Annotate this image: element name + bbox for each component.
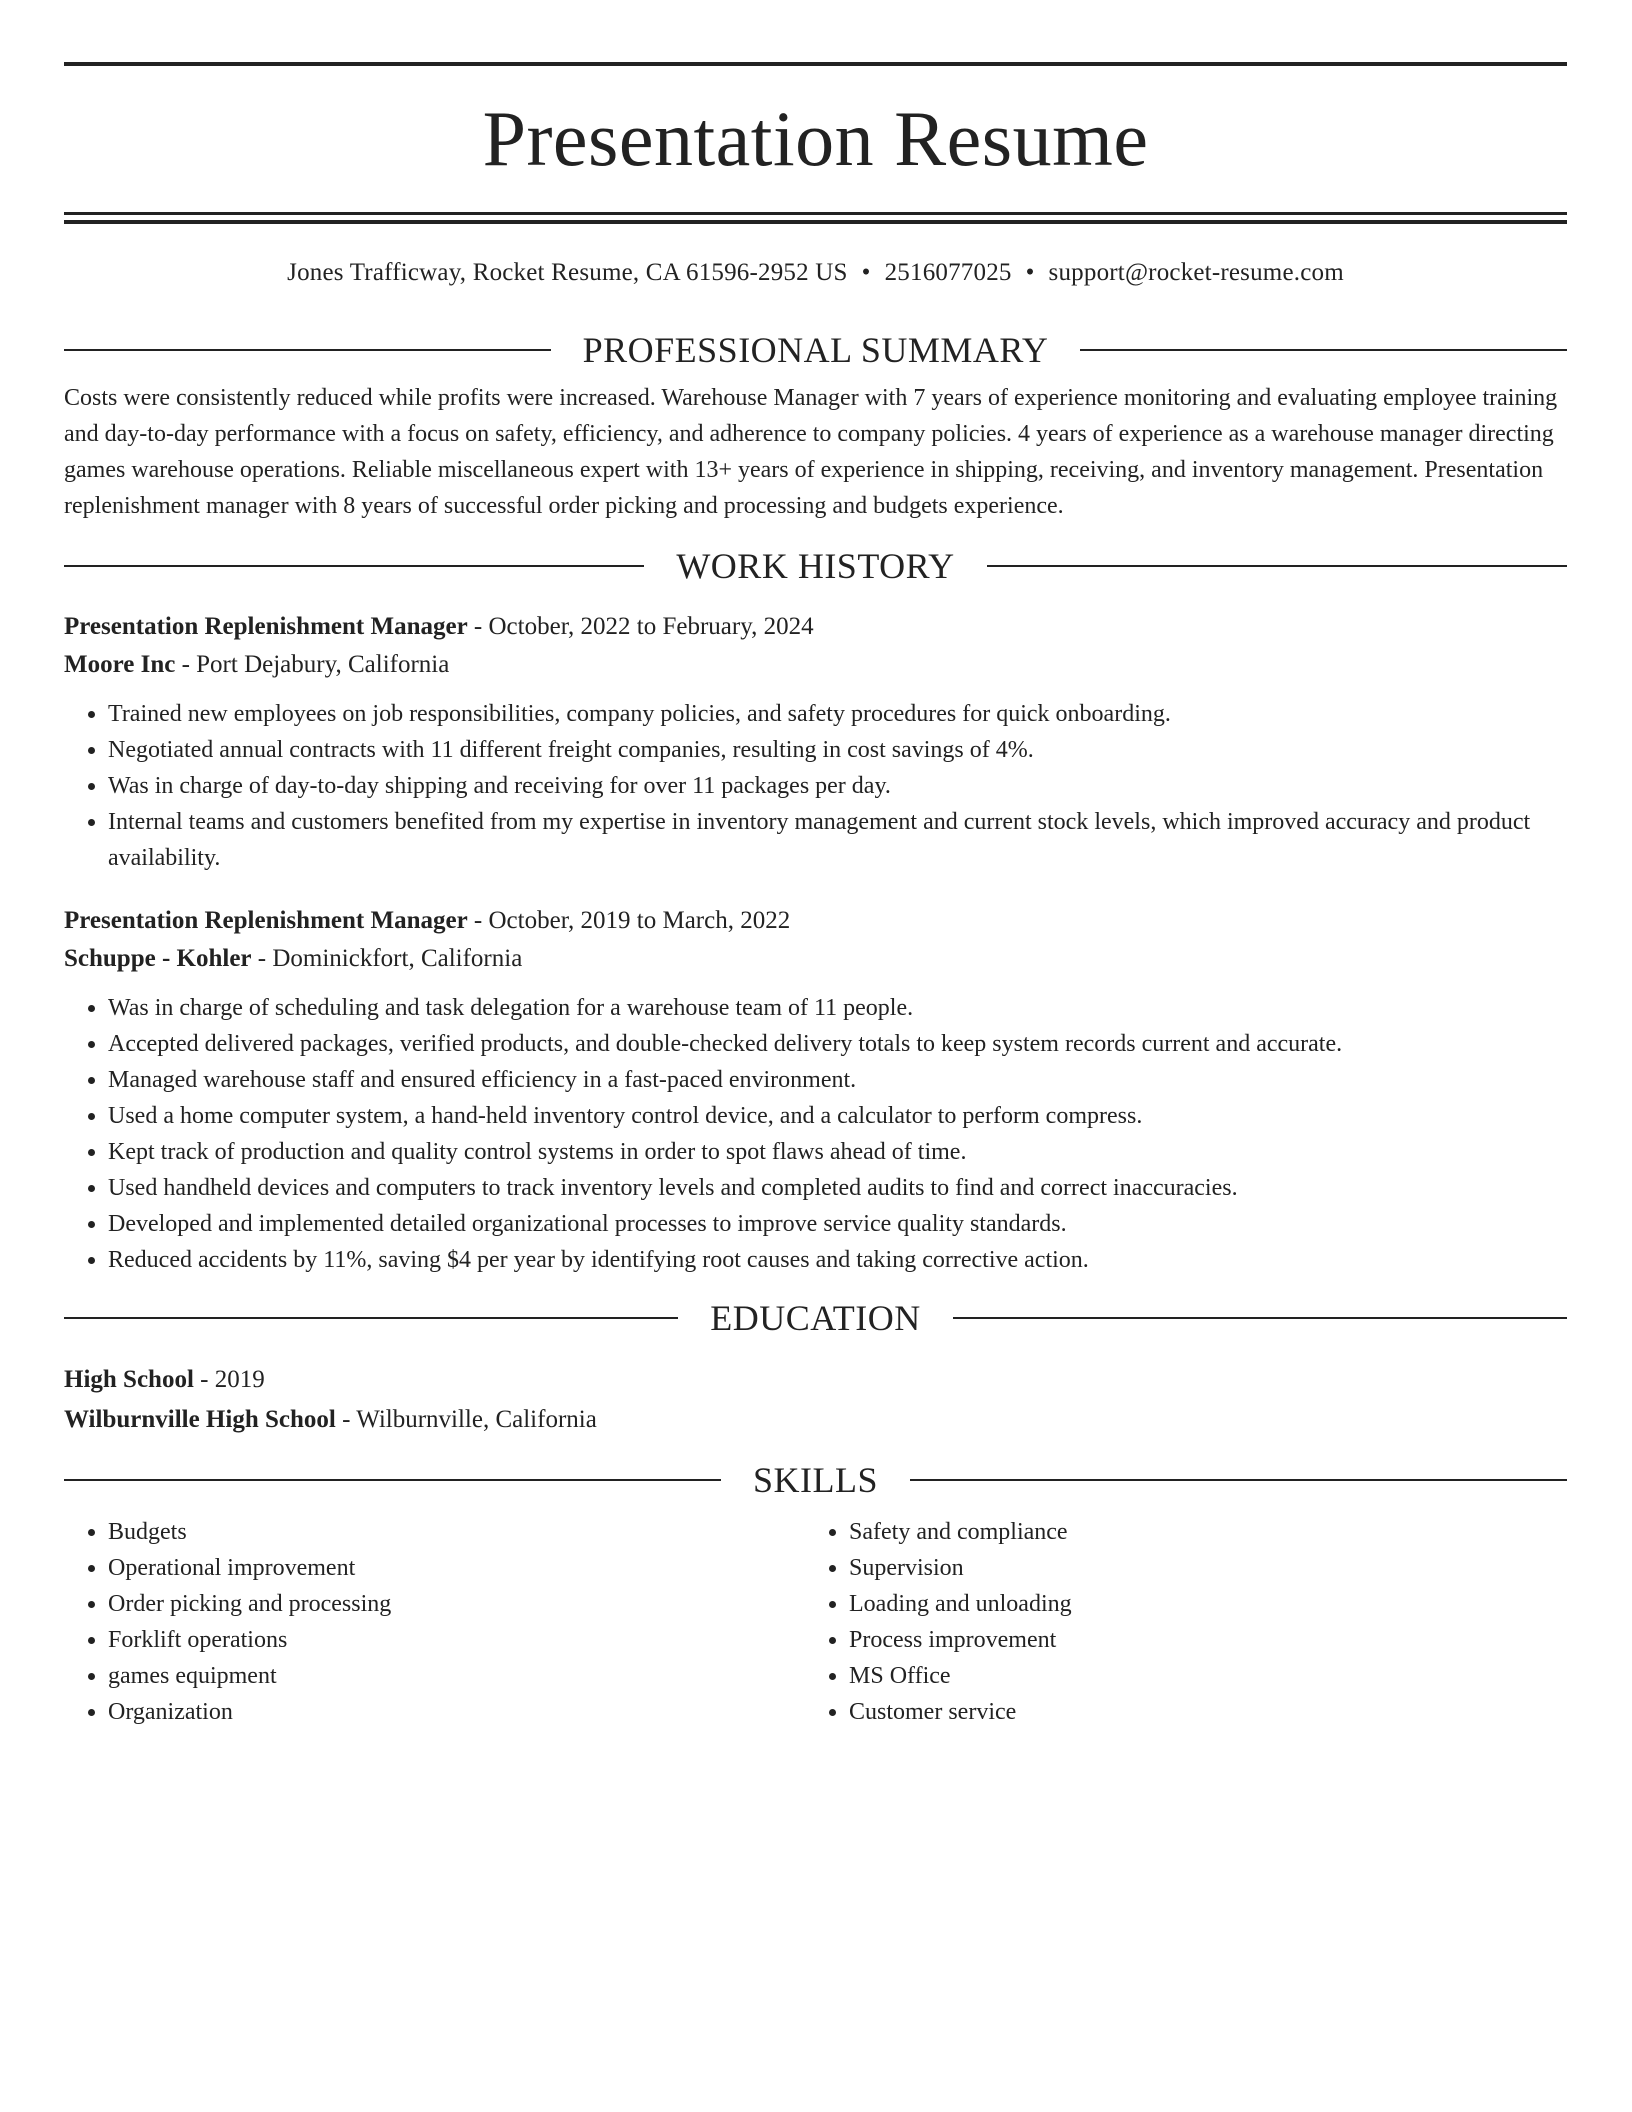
job-bullet: • Managed warehouse staff and ensured efficiency in a fast-paced environment. xyxy=(108,1062,1567,1098)
job-entry xyxy=(64,608,1567,876)
education-school: Wilburnville High School xyxy=(64,1406,336,1433)
contact-line xyxy=(64,258,1567,288)
section-title-education: EDUCATION xyxy=(710,1298,921,1338)
job-dates: October, 2019 to March, 2022 xyxy=(488,907,791,934)
job-bullet: • Was in charge of scheduling and task delegation for a warehouse team of 11 people. xyxy=(108,990,1567,1026)
skill-item: • Organization xyxy=(108,1694,805,1730)
work-history-list xyxy=(64,608,1567,1278)
section-title-work-history: WORK HISTORY xyxy=(676,546,955,586)
job-bullet: • Was in charge of day-to-day shipping and receiving for over 11 packages per day. xyxy=(108,768,1567,804)
job-company-line xyxy=(64,646,1567,684)
job-role-line xyxy=(64,902,1567,940)
skill-item: • Budgets xyxy=(108,1514,805,1550)
dash: - xyxy=(473,907,483,934)
skill-item: • Customer service xyxy=(849,1694,1546,1730)
job-location: Port Dejabury, California xyxy=(196,651,450,678)
contact-separator: • xyxy=(1025,259,1035,286)
section-title-summary: PROFESSIONAL SUMMARY xyxy=(582,330,1049,370)
job-location: Dominickfort, California xyxy=(272,945,523,972)
skill-item: • Forklift operations xyxy=(108,1622,805,1658)
job-entry xyxy=(64,902,1567,1278)
dash: - xyxy=(181,651,190,678)
skill-item: • Operational improvement xyxy=(108,1550,805,1586)
job-bullet: • Used a home computer system, a hand-held inventory control device, and a calculator to perform compress. xyxy=(108,1098,1567,1134)
job-dates: October, 2022 to February, 2024 xyxy=(488,613,814,640)
dash: - xyxy=(342,1406,351,1433)
education-entry xyxy=(64,1360,1567,1440)
section-header-skills xyxy=(64,1460,1567,1500)
section-header-education xyxy=(64,1298,1567,1338)
job-company: Moore Inc xyxy=(64,651,176,678)
dash: - xyxy=(200,1366,209,1393)
job-company-line xyxy=(64,940,1567,978)
skill-item: • games equipment xyxy=(108,1658,805,1694)
education-degree-line xyxy=(64,1360,1567,1400)
dash: - xyxy=(257,945,267,972)
education-year: 2019 xyxy=(214,1366,265,1393)
job-bullet: • Trained new employees on job responsibilities, company policies, and safety procedures for quick onboarding. xyxy=(108,696,1567,732)
skill-item: • Safety and compliance xyxy=(849,1514,1546,1550)
skill-item: • Order picking and processing xyxy=(108,1586,805,1622)
job-bullet: • Reduced accidents by 11%, saving $4 per year by identifying root causes and taking corrective action. xyxy=(108,1242,1567,1278)
skills-list-left xyxy=(64,1514,805,1730)
job-bullets xyxy=(64,990,1567,1278)
section-title-skills: SKILLS xyxy=(753,1460,879,1500)
job-role: Presentation Replenishment Manager xyxy=(64,907,468,934)
education-location: Wilburnville, California xyxy=(356,1406,597,1433)
skill-item: • Process improvement xyxy=(849,1622,1546,1658)
contact-email: support@rocket-resume.com xyxy=(1048,259,1344,286)
education-degree: High School xyxy=(64,1366,194,1393)
resume-name: Presentation Resume xyxy=(482,95,1149,182)
contact-separator: • xyxy=(861,259,871,286)
contact-address: Jones Trafficway, Rocket Resume, CA 61596-2952 US xyxy=(287,259,848,286)
skill-item: • Loading and unloading xyxy=(849,1586,1546,1622)
job-bullets xyxy=(64,696,1567,876)
contact-phone: 2516077025 xyxy=(884,259,1012,286)
skill-item: • Supervision xyxy=(849,1550,1546,1586)
skills-list-right xyxy=(805,1514,1546,1730)
section-header-work-history xyxy=(64,546,1567,586)
job-role: Presentation Replenishment Manager xyxy=(64,613,468,640)
job-bullet: • Negotiated annual contracts with 11 different freight companies, resulting in cost savings of 4%. xyxy=(108,732,1567,768)
dash: - xyxy=(473,613,483,640)
top-rule xyxy=(64,62,1567,66)
job-bullet: • Internal teams and customers benefited from my expertise in inventory management and current stock levels, which improved accuracy and product availability. xyxy=(108,804,1567,876)
header-double-rule xyxy=(64,212,1567,224)
professional-summary-text: Costs were consistently reduced while profits were increased. Warehouse Manager with 7 years of experience monitoring and evaluating employee training and day-to-day performance with a focus on safety, efficiency, and adherence to company policies. 4 years of experience as a warehouse manager directing games warehouse operations. Reliable miscellaneous expert with 13+ years of experience in shipping, receiving, and inventory management. Presentation replenishment manager with 8 years of successful order picking and processing and budgets experience. xyxy=(64,385,1558,519)
section-header-summary xyxy=(64,330,1567,370)
skill-item: • MS Office xyxy=(849,1658,1546,1694)
job-company: Schuppe - Kohler xyxy=(64,945,252,972)
education-school-line xyxy=(64,1400,1567,1440)
job-bullet: • Developed and implemented detailed organizational processes to improve service quality standards. xyxy=(108,1206,1567,1242)
job-bullet: • Kept track of production and quality control systems in order to spot flaws ahead of time. xyxy=(108,1134,1567,1170)
job-bullet: • Used handheld devices and computers to track inventory levels and completed audits to find and correct inaccuracies. xyxy=(108,1170,1567,1206)
resume-content xyxy=(64,62,1567,1730)
skills-columns xyxy=(64,1514,1567,1730)
job-role-line xyxy=(64,608,1567,646)
job-bullet: • Accepted delivered packages, verified products, and double-checked delivery totals to keep system records current and accurate. xyxy=(108,1026,1567,1062)
